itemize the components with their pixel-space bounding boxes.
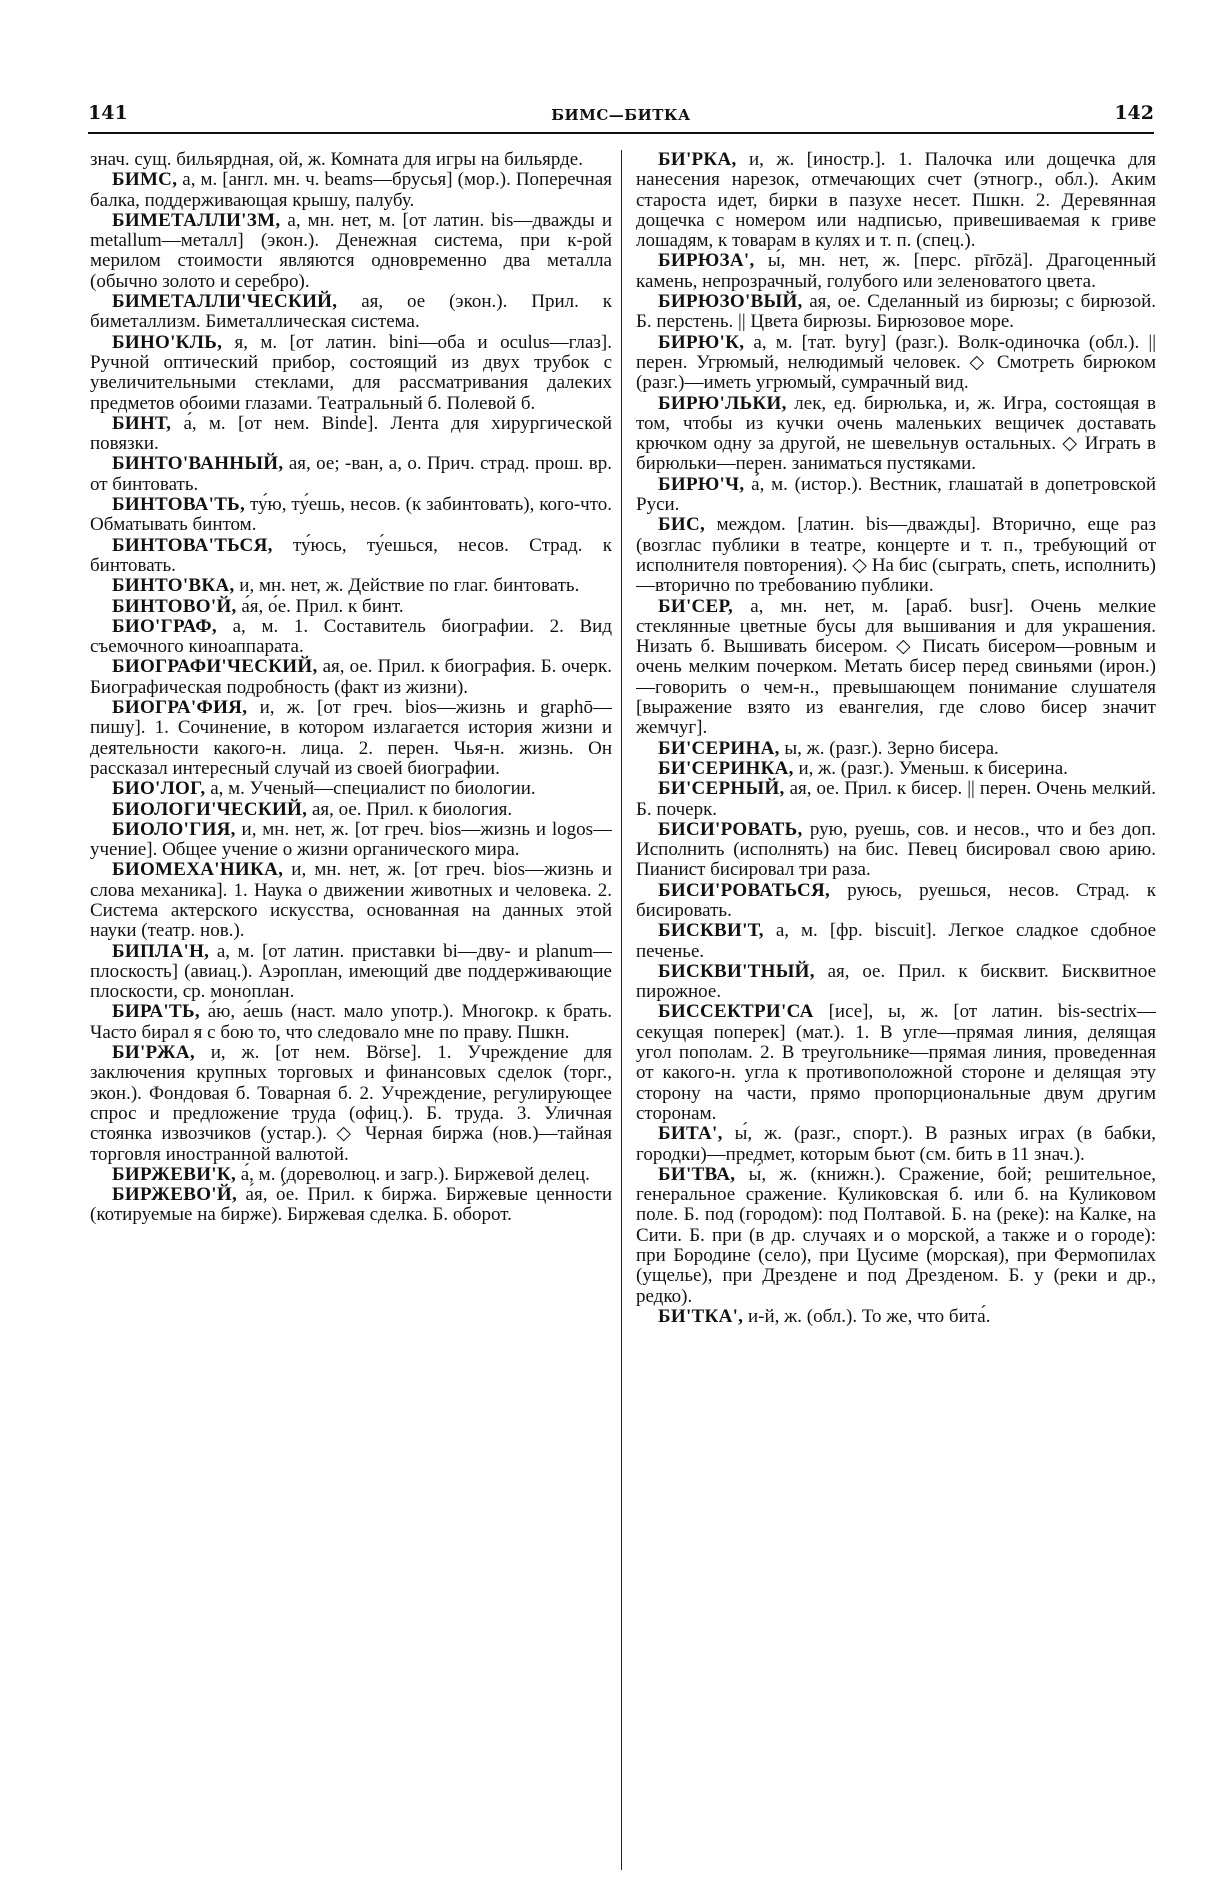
dictionary-entry <box>90 150 612 170</box>
entry-definition: и, ж. [от греч. bios—жизнь и graphō—пишу]. 1. Сочинение, в котором излагается история жизни и деятельности какого-н. лица. 2. перен. Чья-н. жизнь. Он рассказал интересный случай из своей биографии. <box>90 697 612 779</box>
entry-headword: БИНТО'ВКА, <box>112 575 235 597</box>
entry-headword: БИРЮЗО'ВЫЙ, <box>658 291 803 313</box>
dictionary-entry <box>90 1165 612 1185</box>
dictionary-entry <box>90 170 612 211</box>
dictionary-entry <box>90 942 612 1003</box>
entry-headword: БИ'СЕР, <box>658 595 734 617</box>
entry-definition: ая, ое. Сделанный из бирюзы; с бирюзой. Б. перстень. || Цвета бирюзы. Бирюзовое море. <box>636 291 1156 333</box>
entry-definition: ая, ое. Прил. к биография. Б. очерк. Биографическая подробность (факт из жизни). <box>90 656 612 698</box>
dictionary-entry <box>90 1002 612 1043</box>
entry-definition: ту́юсь, ту́ешься, несов. Страд. к бинтовать. <box>90 534 612 576</box>
dictionary-entry <box>636 820 1156 881</box>
dictionary-entry <box>636 1124 1156 1165</box>
entry-definition: а́, м. [от нем. Binde]. Лента для хирургической повязки. <box>90 412 612 455</box>
entry-definition: и, ж. [иностр.]. 1. Палочка или дощечка для нанесения нарезок, отмечающих счет (этногр., обл.). Аким староста идет, бирки в пазухе несет. Пшкн. 2. Деревянная дощечка с номером или надписью, привешиваемая к гриве лошадям, к товарам в кулях и т. п. (спец.). <box>636 150 1156 252</box>
dictionary-entry <box>90 860 612 941</box>
entry-headword: БИРЮЗА', <box>658 250 755 272</box>
entry-definition: ы́, мн. нет, ж. [перс. pīrōzä]. Драгоценный камень, непрозрачный, голубого или зеленоватого цвета. <box>636 250 1156 292</box>
entry-definition: а, м. [англ. мн. ч. beams—брусья] (мор.). Поперечная балка, поддерживающая крышу, палубу. <box>90 169 612 211</box>
entry-headword: БИНО'КЛЬ, <box>112 331 223 353</box>
entry-definition: я, м. [от латин. bini—оба и oculus—глаз]. Ручной оптический прибор, состоящий из двух трубок с увеличительными стеклами, для рассматривания далеких предметов обоими глазами. Театральный б. Полевой б. <box>90 331 612 414</box>
entry-definition: рую, руешь, сов. и несов., что и без доп. Исполнить (исполнять) на бис. Певец бисировал свою арию. Пианист бисировал три раза. <box>636 818 1156 881</box>
entry-definition: ту́ю, ту́ешь, несов. (к забинтовать), кого-что. Обматывать бинтом. <box>90 494 612 536</box>
entry-headword: БИ'СЕРНЫЙ, <box>658 778 785 800</box>
page-header <box>88 92 1154 124</box>
entry-definition: ы́, ж. (книжн.). Сражение, бой; решительное, генеральное сражение. Куликовская б. или б. на Куликовом поле. Б. под (городом): под Полтавой. Б. на (реке): на Калке, на Сити. Б. при (в др. случаях и о морской, а также и о городе): при Бородине (село), при Цусиме (морская), при Фермопилах (ущелье), при Дрездене и под Дрезденом. Б. у (реки и др., редко). <box>636 1163 1156 1307</box>
dictionary-entry <box>636 394 1156 475</box>
entry-definition: а, мн. нет, м. [от латин. bis—дважды и metallum—металл] (экон.). Денежная система, при к-рой мерилом стоимости являются одновременно два металла (обычно золото и серебро). <box>90 209 612 292</box>
entry-headword: БИСИ'РОВАТЬ, <box>658 818 803 840</box>
entry-definition: ая, ое. Прил. к бисквит. Бисквитное пирожное. <box>636 960 1156 1003</box>
dictionary-entry <box>636 475 1156 516</box>
entry-headword: БИОЛОГИ'ЧЕСКИЙ, <box>112 798 308 820</box>
dictionary-entry <box>90 211 612 292</box>
dictionary-entry <box>636 150 1156 251</box>
entry-headword: БИРЮ'К, <box>658 331 745 353</box>
entry-headword: БИ'СЕРИНА, <box>658 737 780 759</box>
entry-headword: БИСКВИ'ТНЫЙ, <box>658 960 815 982</box>
entry-definition: а, м. [фр. biscuit]. Легкое сладкое сдобное печенье. <box>636 920 1156 962</box>
entry-definition: [исе], ы, ж. [от латин. bis-sectrix—секущая поперек] (мат.). 1. В угле—прямая линия, делящая угол пополам. 2. В треугольнике—прямая линия, проведенная от какого-н. угла к противоположной стороне и делящая эту сторону на части, прямо пропорциональные двум другим сторонам. <box>636 1001 1156 1124</box>
entry-headword: БИОГРА'ФИЯ, <box>112 697 248 719</box>
dictionary-entry <box>90 454 612 495</box>
column-divider <box>621 150 622 1870</box>
dictionary-entry <box>636 597 1156 739</box>
entry-definition: а, мн. нет, м. [араб. busr]. Очень мелкие стеклянные цветные бусы для вышивания и для украшения. Низать б. Вышивать бисером. ◇ Писать бисером—ровным и очень мелким почерком. Метать бисер перед свиньями (ирон.)—говорить о чем-н., превышающем понимание слушателя [выражение взято из евангелия, где слово бисер значит жемчуг]. <box>636 595 1156 739</box>
entry-headword: БИНТОВО'Й, <box>112 595 237 617</box>
dictionary-entry <box>636 962 1156 1003</box>
entry-headword: БИС, <box>658 514 706 536</box>
entry-headword: БИ'СЕРИНКА, <box>658 757 794 779</box>
entry-headword: БИНТО'ВАННЫЙ, <box>112 453 284 475</box>
entry-definition: ая, ое. Прил. к бисер. || перен. Очень мелкий. Б. почерк. <box>636 778 1156 820</box>
entry-definition: а́, м. (дореволюц. и загр.). Биржевой делец. <box>240 1163 590 1185</box>
entry-definition: лек, ед. бирюлька, и, ж. Игра, состоящая в том, чтобы из кучки очень маленьких вещичек доставать крючком одну за другой, не шевельнув остальных. ◇ Играть в бирюльки—перен. заниматься пустяками. <box>636 392 1156 475</box>
entry-headword: БИРЖЕВО'Й, <box>112 1184 237 1206</box>
dictionary-entry <box>636 779 1156 820</box>
entry-headword: БИОЛО'ГИЯ, <box>112 818 236 840</box>
entry-definition: а́ю, а́ешь (наст. мало употр.). Многокр. к брать. Часто бирал я с бою то, что следовало мне по праву. Пшкн. <box>90 1001 612 1043</box>
entry-headword: БИРЮ'Ч, <box>658 473 745 495</box>
entry-headword: БИНТ, <box>112 412 172 434</box>
dictionary-entry <box>90 333 612 414</box>
entry-definition: и, мн. нет, ж. Действие по глаг. бинтовать. <box>239 575 580 597</box>
entry-definition: знач. сущ. бильярдная, ой, ж. Комната для игры на бильярде. <box>90 150 583 170</box>
entry-definition: ая, ое. Прил. к биология. <box>311 798 513 820</box>
entry-definition: а́я, о́е. Прил. к биржа. Биржевые ценности (котируемые на бирже). Биржевая сделка. Б. оборот. <box>90 1184 612 1226</box>
dictionary-entry <box>636 1002 1156 1124</box>
entry-headword: БИСКВИ'Т, <box>658 920 764 942</box>
header-rule <box>88 132 1154 134</box>
entry-definition: и, мн. нет, ж. [от греч. bios—жизнь и слова механика]. 1. Наука о движении животных и человека. 2. Система актерского искусства, основанная на данных этой науки (театр. нов.). <box>90 859 612 942</box>
entry-headword: БИРЖЕВИ'К, <box>112 1163 236 1185</box>
entry-definition: а, м. [от латин. приставки bi—дву- и planum—плоскость] (авиац.). Аэроплан, имеющий две поддерживающие плоскости, ср. моноплан. <box>90 940 612 1003</box>
entry-headword: БИОМЕХА'НИКА, <box>112 859 284 881</box>
entry-headword: БИ'ТКА', <box>658 1305 744 1327</box>
running-head: БИМС—БИТКА <box>551 106 691 124</box>
dictionary-entry <box>90 536 612 577</box>
left-page-number: 141 <box>88 102 128 124</box>
dictionary-entry <box>636 1307 1156 1327</box>
dictionary-entry <box>90 657 612 698</box>
dictionary-entry <box>90 1043 612 1165</box>
entry-headword: БИМЕТАЛЛИ'ЗМ, <box>112 209 281 231</box>
entry-headword: БИССЕКТРИ'СА <box>658 1001 814 1023</box>
dictionary-entry <box>636 881 1156 922</box>
entry-definition: ы, ж. (разг.). Зерно бисера. <box>784 737 999 759</box>
entry-definition: руюсь, руешься, несов. Страд. к бисировать. <box>636 879 1156 921</box>
entry-definition: а, м. Ученый—специалист по биологии. <box>210 778 536 800</box>
entry-definition: междом. [латин. bis—дважды]. Вторично, еще раз (возглас публики в театре, концерте и т. п., требующий от исполнителя повторения). ◇ На бис (сыграть, спеть, исполнить)—вторично по требованию публики. <box>636 514 1156 597</box>
entry-definition: ы́, ж. (разг., спорт.). В разных играх (в бабки, городки)—предмет, которым бьют (см. бить в 11 знач.). <box>636 1123 1156 1165</box>
entry-headword: БИО'ЛОГ, <box>112 778 206 800</box>
left-column <box>90 150 612 1880</box>
entry-headword: БИПЛА'Н, <box>112 940 210 962</box>
entry-definition: а́, м. (истор.). Вестник, глашатай в допетровской Руси. <box>636 473 1156 516</box>
dictionary-entry <box>636 251 1156 292</box>
dictionary-entry <box>636 739 1156 759</box>
dictionary-entry <box>90 698 612 779</box>
dictionary-entry <box>636 333 1156 394</box>
entry-headword: БИНТОВА'ТЬСЯ, <box>112 534 273 556</box>
entry-headword: БИ'РКА, <box>658 150 737 170</box>
entry-definition: и-й, ж. (обл.). То же, что бита́. <box>747 1305 991 1327</box>
entry-definition: ая, ое (экон.). Прил. к биметаллизм. Биметаллическая система. <box>90 291 612 333</box>
entry-headword: БИНТОВА'ТЬ, <box>112 494 246 516</box>
dictionary-entry <box>90 597 612 617</box>
dictionary-entry <box>90 779 612 799</box>
entry-definition: а, м. 1. Составитель биографии. 2. Вид съемочного киноаппарата. <box>90 615 612 658</box>
dictionary-entry <box>636 921 1156 962</box>
dictionary-entry <box>636 515 1156 596</box>
dictionary-entry <box>90 800 612 820</box>
dictionary-entry <box>90 617 612 658</box>
dictionary-entry <box>90 292 612 333</box>
entry-definition: и, мн. нет, ж. [от греч. bios—жизнь и logos—учение]. Общее учение о жизни органического мира. <box>90 818 612 861</box>
dictionary-entry <box>90 820 612 861</box>
entry-headword: БИТА', <box>658 1123 723 1145</box>
dictionary-entry <box>90 414 612 455</box>
right-column <box>636 150 1156 1880</box>
entry-headword: БИОГРАФИ'ЧЕСКИЙ, <box>112 656 318 678</box>
dictionary-entry <box>90 495 612 536</box>
entry-headword: БИ'ТВА, <box>658 1163 736 1185</box>
entry-headword: БИСИ'РОВАТЬСЯ, <box>658 879 831 901</box>
entry-definition: ая, ое; -ван, а, о. Прич. страд. прош. вр. от бинтовать. <box>90 453 612 495</box>
entry-definition: а, м. [тат. byry] (разг.). Волк-одиночка (обл.). || перен. Угрюмый, нелюдимый человек. ◇ Смотреть бирюком (разг.)—иметь угрюмый, сумрачный вид. <box>636 331 1156 394</box>
entry-headword: БИО'ГРАФ, <box>112 615 217 637</box>
entry-headword: БИРЮ'ЛЬКИ, <box>658 392 787 414</box>
entry-definition: и, ж. (разг.). Уменьш. к бисерина. <box>798 757 1068 779</box>
entry-headword: БИРА'ТЬ, <box>112 1001 200 1023</box>
dictionary-entry <box>636 292 1156 333</box>
entry-headword: БИМС, <box>112 169 178 191</box>
right-page-number: 142 <box>1114 102 1154 124</box>
entry-definition: а́я, о́е. Прил. к бинт. <box>241 595 404 617</box>
dictionary-entry <box>636 759 1156 779</box>
dictionary-entry <box>636 1165 1156 1307</box>
dictionary-entry <box>90 576 612 596</box>
entry-headword: БИ'РЖА, <box>112 1042 195 1064</box>
entry-definition: и, ж. [от нем. Börse]. 1. Учреждение для заключения крупных торговых и финансовых сделок (торг., экон.). Фондовая б. Товарная б. 2. Учреждение, регулирующее спрос и предложение труда (офиц.). Б. труда. 3. Уличная стоянка извозчиков (устар.). ◇ Черная биржа (нов.)—тайная торговля иностранной валютой. <box>90 1042 612 1165</box>
entry-headword: БИМЕТАЛЛИ'ЧЕСКИЙ, <box>112 291 338 313</box>
dictionary-entry <box>90 1185 612 1226</box>
